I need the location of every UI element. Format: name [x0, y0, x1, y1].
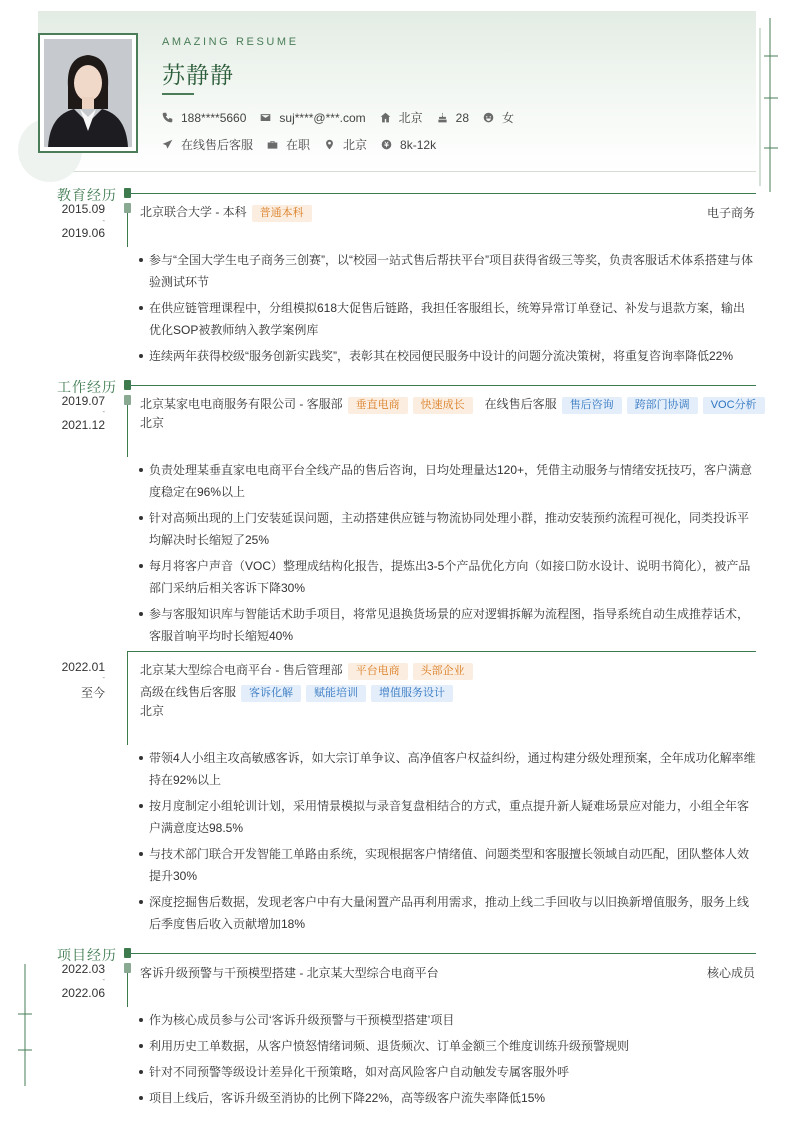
briefcase-icon [267, 139, 278, 150]
home-text: 北京 [398, 111, 423, 125]
work1-headline-row [140, 395, 765, 414]
avatar [44, 39, 132, 147]
work2-city: 北京 [140, 704, 165, 718]
list-item: 深度挖掘售后数据，发现老客户中有大量闲置产品再利用需求，推动上线二手回收与以旧换新增值服务，服务上线后季度售后收入贡献增加18% [138, 891, 756, 935]
cake-icon [437, 112, 448, 123]
contact-row [162, 109, 528, 126]
work2-end-date: 至今 [80, 686, 105, 700]
section-title-education: 教育经历 [57, 187, 117, 203]
list-item: 连续两年获得校级“服务创新实践奖”，表彰其在校园便民服务中设计的问题分流决策树，将重复咨询率降低22% [138, 345, 756, 367]
work1-company: 北京某家电电商服务有限公司 - 客服部 [140, 397, 343, 411]
email-text: suj****@***.com [279, 110, 366, 125]
project-end-date: 2022.06 [61, 986, 105, 1000]
tag-badge: 客诉化解 [241, 685, 301, 702]
date-separator: - [102, 216, 105, 225]
intent-city [324, 136, 367, 153]
tag-badge: 赋能培训 [306, 685, 366, 702]
section-rule [129, 385, 756, 386]
list-item: 参与客服知识库与智能话术助手项目，将常见退换货场景的应对逻辑拆解为流程图，指导系统自动生成推荐话术，客服首响平均时长缩短40% [138, 603, 756, 647]
section-rule [129, 953, 756, 954]
intent-status [267, 136, 310, 153]
section-title-work: 工作经历 [57, 379, 117, 395]
salary-text: 8k-12k [400, 137, 437, 152]
list-item: 针对高频出现的上门安装延误问题，主动搭建供应链与物流协同处理小群，推动安装预约流程可视化，同类投诉平均解决时长缩短了25% [138, 507, 756, 551]
work1-city: 北京 [140, 416, 165, 430]
tag-badge: 售后咨询 [562, 397, 622, 414]
send-icon [162, 139, 173, 150]
entry-timeline [127, 213, 128, 247]
footer-left-decoration [16, 960, 36, 1090]
entry-timeline [127, 405, 128, 457]
edu-end-date: 2019.06 [61, 226, 105, 240]
work2-role: 高级在线售后客服 [140, 685, 237, 699]
work2-headline-row [140, 661, 473, 680]
tag-badge: 平台电商 [348, 663, 408, 680]
work1-start-date: 2019.07 [61, 394, 105, 408]
contact-gender [483, 109, 514, 126]
project-bullets [138, 1009, 756, 1113]
list-item: 与技术部门联合开发智能工单路由系统，实现根据客户情绪值、问题类型和客服擅长领域自动匹配，团队整体人效提升30% [138, 843, 756, 887]
header-divider [38, 171, 756, 172]
phone-icon [162, 112, 173, 123]
date-separator: - [102, 975, 105, 984]
intent-salary [381, 138, 436, 152]
contact-email [260, 111, 365, 125]
section-title-projects: 项目经历 [57, 947, 117, 963]
face-icon [483, 112, 494, 123]
money-icon [381, 139, 392, 150]
entry-marker [124, 203, 131, 213]
entry-rule [127, 651, 756, 652]
intent-position [162, 136, 253, 153]
phone-text: 188****5660 [181, 110, 247, 125]
edu-major: 电子商务 [706, 206, 755, 220]
contact-age [437, 111, 469, 125]
entry-marker [124, 395, 131, 405]
resume-tagline: AMAZING RESUME [162, 36, 299, 48]
list-item: 按月度制定小组轮训计划，采用情景模拟与录音复盘相结合的方式，重点提升新人疑难场景应对能力，小组全年客户满意度达98.5% [138, 795, 756, 839]
portrait-illustration [44, 39, 132, 147]
edu-school-degree: 北京联合大学 - 本科 [140, 205, 247, 219]
profile-photo [38, 33, 138, 153]
name-underline [162, 93, 194, 95]
work1-bullets [138, 459, 756, 651]
work1-end-date: 2021.12 [61, 418, 105, 432]
list-item: 在供应链管理课程中，分组模拟618大促售后链路，我担任客服组长，统筹异常订单登记、补发与退款方案，输出优化SOP被教师纳入教学案例库 [138, 297, 756, 341]
list-item: 作为核心成员参与公司‘客诉升级预警与干预模型搭建’项目 [138, 1009, 756, 1031]
tag-badge: 跨部门协调 [627, 397, 698, 414]
edu-headline-row [140, 203, 312, 222]
entry-marker [124, 963, 131, 973]
tag-badge: 普通本科 [252, 205, 312, 222]
list-item: 项目上线后，客诉升级至消协的比例下降22%，高等级客户流失率降低15% [138, 1087, 756, 1109]
city-text: 北京 [343, 138, 368, 152]
work1-role: 在线售后客服 [484, 397, 557, 411]
tag-badge: VOC分析 [703, 397, 765, 414]
date-separator: - [102, 673, 105, 682]
project-role: 核心成员 [706, 966, 755, 980]
project-headline: 客诉升级预警与干预模型搭建 - 北京某大型综合电商平台 [140, 966, 439, 980]
candidate-name: 苏静静 [162, 63, 234, 89]
list-item: 利用历史工单数据，从客户愤怒情绪词频、退货频次、订单金额三个维度训练升级预警规则 [138, 1035, 756, 1057]
list-item: 参与“全国大学生电子商务三创赛”，以“校园一站式售后帮扶平台”项目获得省级三等奖，负责客服话术体系搭建与体验测试环节 [138, 249, 756, 293]
edu-bullets [138, 249, 756, 371]
list-item: 针对不同预警等级设计差异化干预策略，如对高风险客户自动触发专属客服外呼 [138, 1061, 756, 1083]
gender-text: 女 [502, 111, 515, 125]
tag-badge: 增值服务设计 [371, 685, 453, 702]
edu-start-date: 2015.09 [61, 202, 105, 216]
mail-icon [260, 112, 271, 123]
age-text: 28 [455, 110, 469, 125]
project-start-date: 2022.03 [61, 962, 105, 976]
tag-badge: 头部企业 [413, 663, 473, 680]
work2-start-date: 2022.01 [61, 660, 105, 674]
status-text: 在职 [286, 138, 311, 152]
tag-badge: 垂直电商 [348, 397, 408, 414]
entry-timeline [127, 973, 128, 1007]
header-right-decoration [756, 16, 786, 196]
list-item: 带领4人小组主攻高敏感客诉，如大宗订单争议、高净值客户权益纠纷，通过构建分级处理预案，全年成功化解率维持在92%以上 [138, 747, 756, 791]
location-icon [324, 139, 335, 150]
home-icon [380, 112, 391, 123]
work2-company: 北京某大型综合电商平台 - 售后管理部 [140, 663, 343, 677]
contact-home [380, 109, 423, 126]
section-rule [129, 193, 756, 194]
job-intent-row [162, 136, 450, 153]
entry-timeline [127, 651, 128, 745]
work2-role-row [140, 683, 453, 702]
tag-badge: 快速成长 [413, 397, 473, 414]
list-item: 负责处理某垂直家电电商平台全线产品的售后咨询，日均处理量达120+，凭借主动服务与情绪安抚技巧，客户满意度稳定在96%以上 [138, 459, 756, 503]
contact-phone [162, 111, 246, 125]
date-separator: - [102, 407, 105, 416]
work2-bullets [138, 747, 756, 939]
list-item: 每月将客户声音（VOC）整理成结构化报告，提炼出3-5个产品优化方向（如接口防水设计、说明书简化），被产品部门采纳后相关客诉下降30% [138, 555, 756, 599]
position-text: 在线售后客服 [181, 138, 254, 152]
